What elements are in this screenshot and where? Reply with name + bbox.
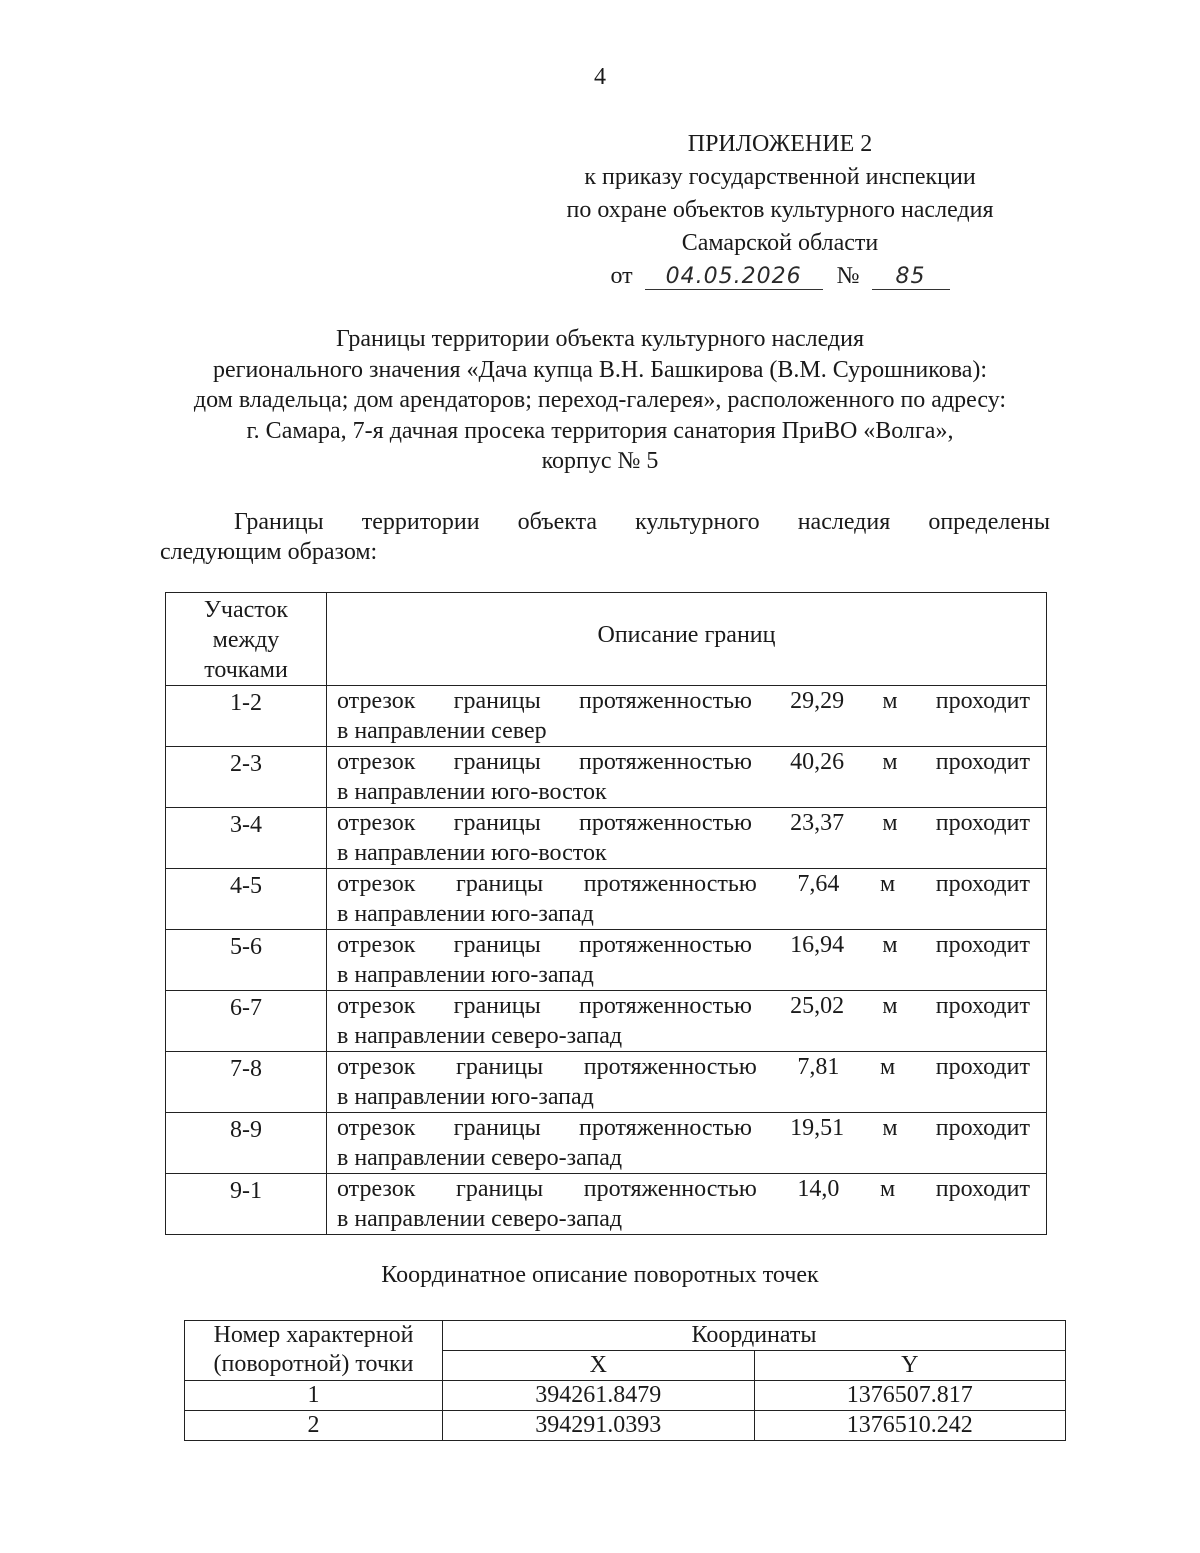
word: протяженностью: [583, 871, 757, 897]
header-segment-line: между: [212, 627, 280, 653]
heading-line-4: г. Самара, 7-я дачная просека территория санатория ПриВО «Волга»,: [246, 417, 954, 444]
segment-cell: 2-3: [166, 747, 327, 808]
direction-text: в направлении юго-запад: [337, 1084, 594, 1110]
direction-text: в направлении юго-восток: [337, 779, 607, 805]
word: отрезок: [337, 810, 416, 836]
heading-line-3: дом владельца; дом арендаторов; переход-галерея», расположенного по адресу:: [193, 387, 1007, 413]
description-line-1: [337, 930, 1030, 960]
segment-cell: 7-8: [166, 1052, 327, 1113]
length-value: 29,29: [790, 688, 845, 714]
number-label: №: [836, 263, 860, 289]
word: отрезок: [337, 1054, 416, 1080]
x-cell: 394261.8479: [443, 1381, 754, 1411]
unit: м: [882, 993, 898, 1019]
word: протяженностью: [578, 993, 752, 1019]
header-coordinates: Координаты: [443, 1321, 1066, 1351]
description-line-1: [337, 1113, 1030, 1143]
point-cell: 2: [185, 1411, 443, 1441]
unit: м: [882, 932, 898, 958]
table-row: [185, 1411, 1066, 1441]
word: отрезок: [337, 932, 416, 958]
direction-text: в направлении юго-запад: [337, 901, 594, 927]
direction-text: в направлении северо-запад: [337, 1145, 623, 1171]
unit: м: [879, 1176, 896, 1202]
word: протяженностью: [578, 688, 752, 714]
appendix-line-2: по охране объектов культурного наследия: [566, 197, 994, 223]
page-number: 4: [594, 64, 606, 90]
unit: м: [879, 871, 896, 897]
word: отрезок: [337, 1115, 416, 1141]
word: отрезок: [337, 749, 416, 775]
length-value: 14,0: [797, 1176, 840, 1202]
table-row: [166, 808, 1047, 869]
appendix-line-1: к приказу государственной инспекции: [584, 164, 976, 190]
table-row: [166, 747, 1047, 808]
x-cell: 394291.0393: [443, 1411, 754, 1441]
length-value: 25,02: [790, 993, 845, 1019]
table-row: [166, 930, 1047, 991]
length-value: 16,94: [790, 932, 845, 958]
intro-word: определены: [928, 509, 1050, 535]
word: отрезок: [337, 688, 416, 714]
word: проходит: [935, 810, 1030, 836]
segment-cell: 5-6: [166, 930, 327, 991]
description-cell: [327, 1113, 1047, 1174]
word: проходит: [935, 993, 1030, 1019]
intro-word: Границы: [234, 509, 324, 535]
intro-word: объекта: [517, 509, 598, 535]
segment-cell: 8-9: [166, 1113, 327, 1174]
description-line-1: [337, 808, 1030, 838]
direction-text: в направлении север: [337, 718, 547, 744]
description-line-1: [337, 1174, 1030, 1204]
word: отрезок: [337, 1176, 416, 1202]
handwritten-number: 85: [872, 265, 950, 290]
word: границы: [453, 810, 541, 836]
unit: м: [882, 1115, 898, 1141]
appendix-block: [520, 128, 1040, 293]
description-cell: [327, 869, 1047, 930]
table-row: [166, 1174, 1047, 1235]
direction-text: в направлении юго-запад: [337, 962, 594, 988]
table-row: [166, 1052, 1047, 1113]
table-header-row: [166, 593, 1047, 686]
intro-word: культурного: [635, 509, 760, 535]
description-cell: [327, 686, 1047, 747]
description-cell: [327, 747, 1047, 808]
unit: м: [879, 1054, 896, 1080]
word: проходит: [935, 1115, 1030, 1141]
intro-line-2: следующим образом:: [160, 539, 378, 565]
unit: м: [882, 688, 898, 714]
header-segment: [166, 593, 327, 686]
length-value: 7,64: [797, 871, 840, 897]
word: границы: [453, 932, 541, 958]
word: протяженностью: [578, 932, 752, 958]
segment-cell: 6-7: [166, 991, 327, 1052]
description-line-1: [337, 991, 1030, 1021]
word: протяженностью: [578, 810, 752, 836]
intro-word: территории: [361, 509, 480, 535]
appendix-date-line: [520, 260, 1040, 293]
description-cell: [327, 1052, 1047, 1113]
segment-cell: 1-2: [166, 686, 327, 747]
header-point: [185, 1321, 443, 1381]
y-cell: 1376510.242: [754, 1411, 1065, 1441]
handwritten-date: 04.05.2026: [645, 265, 823, 290]
segment-cell: 4-5: [166, 869, 327, 930]
heading-line-1: Границы территории объекта культурного наследия: [335, 326, 865, 352]
table-row: [166, 686, 1047, 747]
length-value: 7,81: [797, 1054, 840, 1080]
description-cell: [327, 1174, 1047, 1235]
segment-cell: 3-4: [166, 808, 327, 869]
coordinates-table: [184, 1320, 1066, 1441]
point-cell: 1: [185, 1381, 443, 1411]
word: проходит: [935, 871, 1030, 897]
intro-line-1: [160, 507, 1050, 537]
coordinates-title: Координатное описание поворотных точек: [381, 1262, 819, 1288]
word: протяженностью: [578, 1115, 752, 1141]
appendix-title: ПРИЛОЖЕНИЕ 2: [687, 131, 873, 157]
table-row: [166, 1113, 1047, 1174]
length-value: 40,26: [790, 749, 845, 775]
header-point-line: Номер характерной: [213, 1322, 414, 1348]
word: границы: [453, 1115, 541, 1141]
direction-text: в направлении северо-запад: [337, 1206, 623, 1232]
segment-cell: 9-1: [166, 1174, 327, 1235]
word: границы: [456, 871, 544, 897]
description-cell: [327, 808, 1047, 869]
heading-line-5: корпус № 5: [541, 448, 659, 474]
intro-word: наследия: [797, 509, 891, 535]
appendix-line-3: Самарской области: [681, 230, 879, 256]
header-x: X: [443, 1351, 754, 1381]
word: проходит: [935, 688, 1030, 714]
description-cell: [327, 930, 1047, 991]
unit: м: [882, 749, 898, 775]
header-segment-line: точками: [204, 657, 288, 683]
direction-text: в направлении юго-восток: [337, 840, 607, 866]
length-value: 19,51: [790, 1115, 845, 1141]
word: границы: [453, 688, 541, 714]
word: протяженностью: [578, 749, 752, 775]
description-line-1: [337, 869, 1030, 899]
table-header-row: [185, 1321, 1066, 1351]
header-segment-line: Участок: [203, 597, 289, 623]
word: границы: [453, 749, 541, 775]
direction-text: в направлении северо-запад: [337, 1023, 623, 1049]
word: отрезок: [337, 993, 416, 1019]
word: проходит: [935, 749, 1030, 775]
boundaries-table: [165, 592, 1047, 1235]
heading-line-2: регионального значения «Дача купца В.Н. Башкирова (В.М. Сурошникова):: [212, 356, 988, 383]
y-cell: 1376507.817: [754, 1381, 1065, 1411]
intro-paragraph: [160, 507, 1050, 567]
header-y: Y: [754, 1351, 1065, 1381]
document-heading: [100, 324, 1100, 477]
length-value: 23,37: [790, 810, 845, 836]
description-line-1: [337, 686, 1030, 716]
description-line-1: [337, 1052, 1030, 1082]
table-row: [185, 1381, 1066, 1411]
unit: м: [882, 810, 898, 836]
header-description: Описание границ: [327, 593, 1047, 686]
word: протяженностью: [583, 1054, 757, 1080]
table-row: [166, 869, 1047, 930]
from-label: от: [610, 263, 633, 289]
table-row: [166, 991, 1047, 1052]
word: протяженностью: [583, 1176, 757, 1202]
word: проходит: [935, 1054, 1030, 1080]
header-point-line: (поворотной) точки: [213, 1351, 414, 1377]
word: границы: [456, 1054, 544, 1080]
description-line-1: [337, 747, 1030, 777]
description-cell: [327, 991, 1047, 1052]
word: проходит: [935, 932, 1030, 958]
word: границы: [456, 1176, 544, 1202]
word: границы: [453, 993, 541, 1019]
word: отрезок: [337, 871, 416, 897]
word: проходит: [935, 1176, 1030, 1202]
